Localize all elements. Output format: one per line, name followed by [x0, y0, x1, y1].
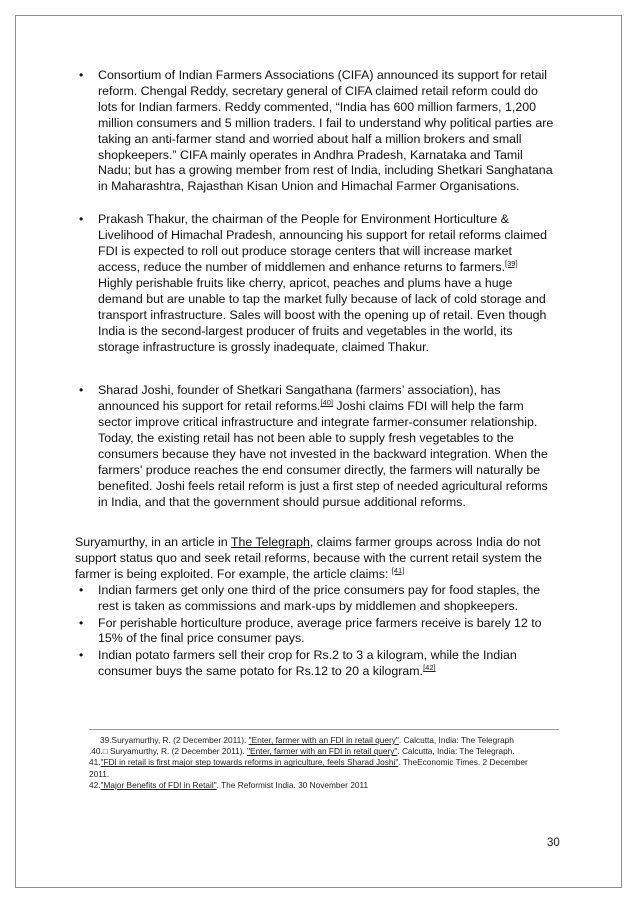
- paragraph-text: , claims farmer groups across India do not support status quo and seek retail reforms, because with the current retail system the farmer is being exploited. For example, the article claims:: [75, 535, 542, 581]
- telegraph-section: [75, 535, 545, 681]
- list-item-text: Sharad Joshi, founder of Shetkari Sangathana (farmers’ association), has announced his support for retail reforms.: [98, 383, 501, 414]
- footnote-41: [89, 757, 544, 779]
- list-item-text: Consortium of Indian Farmers Associations (CIFA) announced its support for retail reform. Chengal Reddy, secretary general of CIFA claimed retail reform could do lots for Indian farmers. Reddy commented, “India has 600 million farmers, 1,200 million consumers and 5 million traders. I fail to understand why political parties are taking an anti-farmer stand and worried about half a million brokers and small shopkeepers.” CIFA mainly operates in Andhra Pradesh, Karnataka and Tamil Nadu; but has a growing member from rest of India, including Shetkari Sanghatana in Maharashtra, Rajasthan Kisan Union and Himachal Farmer Organisations.: [98, 68, 554, 194]
- bullet-list-top: [75, 68, 555, 511]
- list-item: [75, 583, 545, 615]
- missing-glyph-icon: □: [102, 747, 108, 757]
- list-item-cifa: [75, 68, 555, 195]
- footnote-42: [89, 780, 544, 791]
- telegraph-link[interactable]: The Telegraph: [230, 535, 310, 549]
- footnote-40: [89, 746, 544, 757]
- bullet-list-bottom: [75, 583, 545, 680]
- citation-link-40[interactable]: [40]: [320, 398, 333, 408]
- document-body: [75, 68, 555, 511]
- footnote-text: 39.Suryamurthy, R. (2 December 2011).: [100, 735, 249, 745]
- footnote-link[interactable]: "Enter, farmer with an FDI in retail query": [248, 735, 399, 745]
- footnote-link[interactable]: "Major Benefits of FDI in Retail": [100, 779, 217, 790]
- footnote-text: . The Reformist India. 30 November 2011: [216, 779, 369, 790]
- list-item-text: Indian potato farmers sell their crop for Rs.2 to 3 a kilogram, while the Indian consumer buys the same potato for Rs.12 to 20 a kilogram.: [98, 648, 517, 679]
- list-item-joshi: [75, 383, 555, 510]
- page-number: 30: [547, 837, 560, 849]
- footnote-text: . Calcutta, India: The Telegraph: [398, 735, 514, 745]
- list-item-text: Highly perishable fruits like cherry, apricot, peaches and plums have a huge demand but are unable to tap the market fully because of lack of cold storage and transport infrastructure. Sales will boost with the opening up of retail. Even though India is the second-largest producer of fruits and vegetables in the world, its storage infrastructure is grossly inadequate, claimed Thakur.: [98, 275, 547, 354]
- list-item: [75, 616, 545, 648]
- list-item-thakur: [75, 212, 555, 355]
- footnotes: [89, 735, 544, 791]
- footnote-text: . Calcutta, India: The Telegraph.: [397, 746, 515, 757]
- list-item-text: Prakash Thakur, the chairman of the People for Environment Horticulture & Livelihood of Himachal Pradesh, announcing his support for retail reforms claimed FDI is expected to roll out produce storage centers that will increase market access, reduce the number of middlemen and enhance returns to farmers.: [98, 212, 548, 274]
- citation-link-41[interactable]: [41]: [391, 565, 405, 575]
- list-item: [75, 648, 545, 680]
- footnote-number: .40.: [89, 746, 103, 757]
- list-item-text: Joshi claims FDI will help the farm sector improve critical infrastructure and integrate farmer-consumer relationship. Today, the existing retail has not been able to supply fresh vegetables to the consumers because they have not invested in the backward integration. When the farmers' produce reaches the end consumer directly, the farmers will naturally be benefited. Joshi feels retail reform is just a first step of needed agricultural reforms in India, and that the government should pursue additional reforms.: [98, 399, 548, 509]
- citation-link-42[interactable]: [42]: [423, 663, 436, 673]
- telegraph-paragraph: [75, 535, 545, 583]
- footnote-39: [89, 735, 544, 746]
- footnote-text: 41.: [89, 757, 101, 768]
- paragraph-text: Suryamurthy, in an article in: [75, 535, 231, 549]
- footnote-text: Suryamurthy, R. (2 December 2011).: [107, 746, 248, 757]
- list-item-text: Indian farmers get only one third of the price consumers pay for food staples, the rest is taken as commissions and mark-ups by middlemen and shopkeepers.: [98, 582, 541, 613]
- footnote-text: 42.: [89, 779, 101, 790]
- footnote-link[interactable]: "Enter, farmer with an FDI in retail query": [247, 746, 398, 757]
- citation-link-39[interactable]: [39]: [505, 258, 518, 268]
- footnote-link[interactable]: "FDI in retail is first major step towards reforms in agriculture, feels Sharad Joshi": [100, 757, 399, 768]
- footnote-divider: [89, 729, 559, 730]
- footnote-text: . TheEconomic Times. 2 December 2011.: [89, 757, 528, 779]
- list-item-text: For perishable horticulture produce, average price farmers receive is barely 12 to 15% of the final price consumer pays.: [98, 615, 542, 646]
